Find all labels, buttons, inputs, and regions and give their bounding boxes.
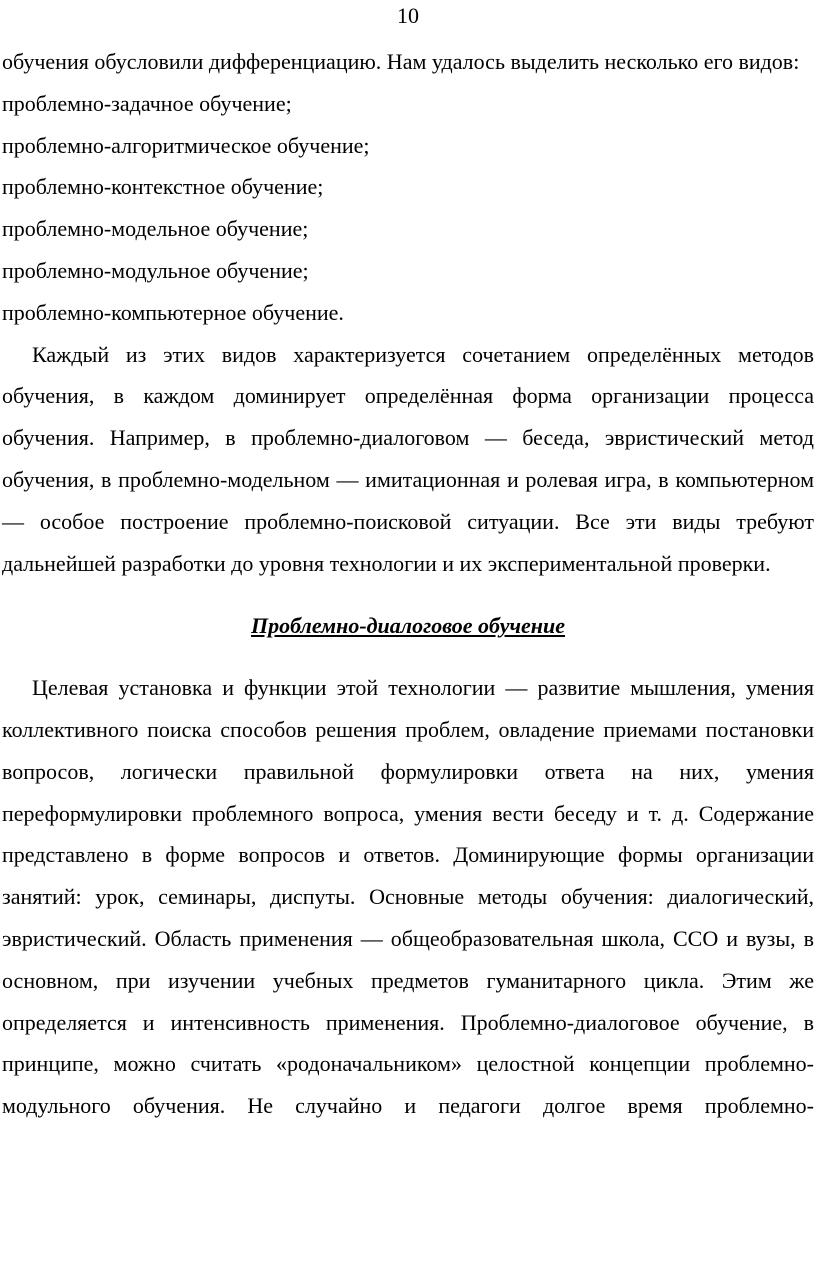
list-item: проблемно-компьютерное обучение. bbox=[2, 299, 344, 325]
list-item: проблемно-модульное обучение; bbox=[2, 257, 309, 283]
intro-paragraph: обучения обусловили дифференциацию. Нам удалось выделить несколько его видов: bbox=[2, 49, 800, 74]
list-item: проблемно-алгоритмическое обучение; bbox=[2, 132, 370, 158]
list-item: проблемно-контекстное обучение; bbox=[2, 174, 324, 200]
types-list bbox=[2, 83, 814, 334]
section-heading: Проблемно-диалоговое обучение bbox=[250, 613, 565, 639]
list-item: проблемно-модельное обучение; bbox=[2, 216, 309, 242]
page-number: 10 bbox=[397, 3, 419, 28]
list-item: проблемно-задачное обучение; bbox=[2, 90, 292, 116]
page-content bbox=[2, 41, 814, 1127]
body-paragraph-1: Каждый из этих видов характеризуется сочетанием определённых методов обучения, в каждом доминирует определённая форма организации процесса обучения. Например, в проблемно-диалоговом — беседа, эвристический метод обучения, в проблемно-модельном — имитационная и ролевая игра, в компьютерном— особое построение проблемно-поисковой ситуации. Все эти виды требуют дальнейшей разработки до уровня технологии и их экспериментальной проверки. bbox=[2, 341, 814, 576]
body-paragraph-2: Целевая установка и функции этой технологии — развитие мышления, умения коллективного поиска способов решения проблем, овладение приемами постановки вопросов, логически правильной формулировки ответа на них, умения переформулировки проблемного вопроса, умения вести беседу и т. д. Содержание представлено в форме вопросов и ответов. Доминирующие формы организации занятий: урок, семинары, диспуты. Основные методы обучения: диалогический, эвристический. Область применения — общеобразовательная школа, ССО и вузы, в основном, при изучении учебных предметов гуманитарного цикла. Этим же определяется и интенсивность применения. Проблемно-диалоговое обучение, в принципе, можно считать «родоначальником» целостной концепции проблемно-модульного обучения. Не случайно и педагоги долгое время проблемно- bbox=[2, 675, 814, 1119]
